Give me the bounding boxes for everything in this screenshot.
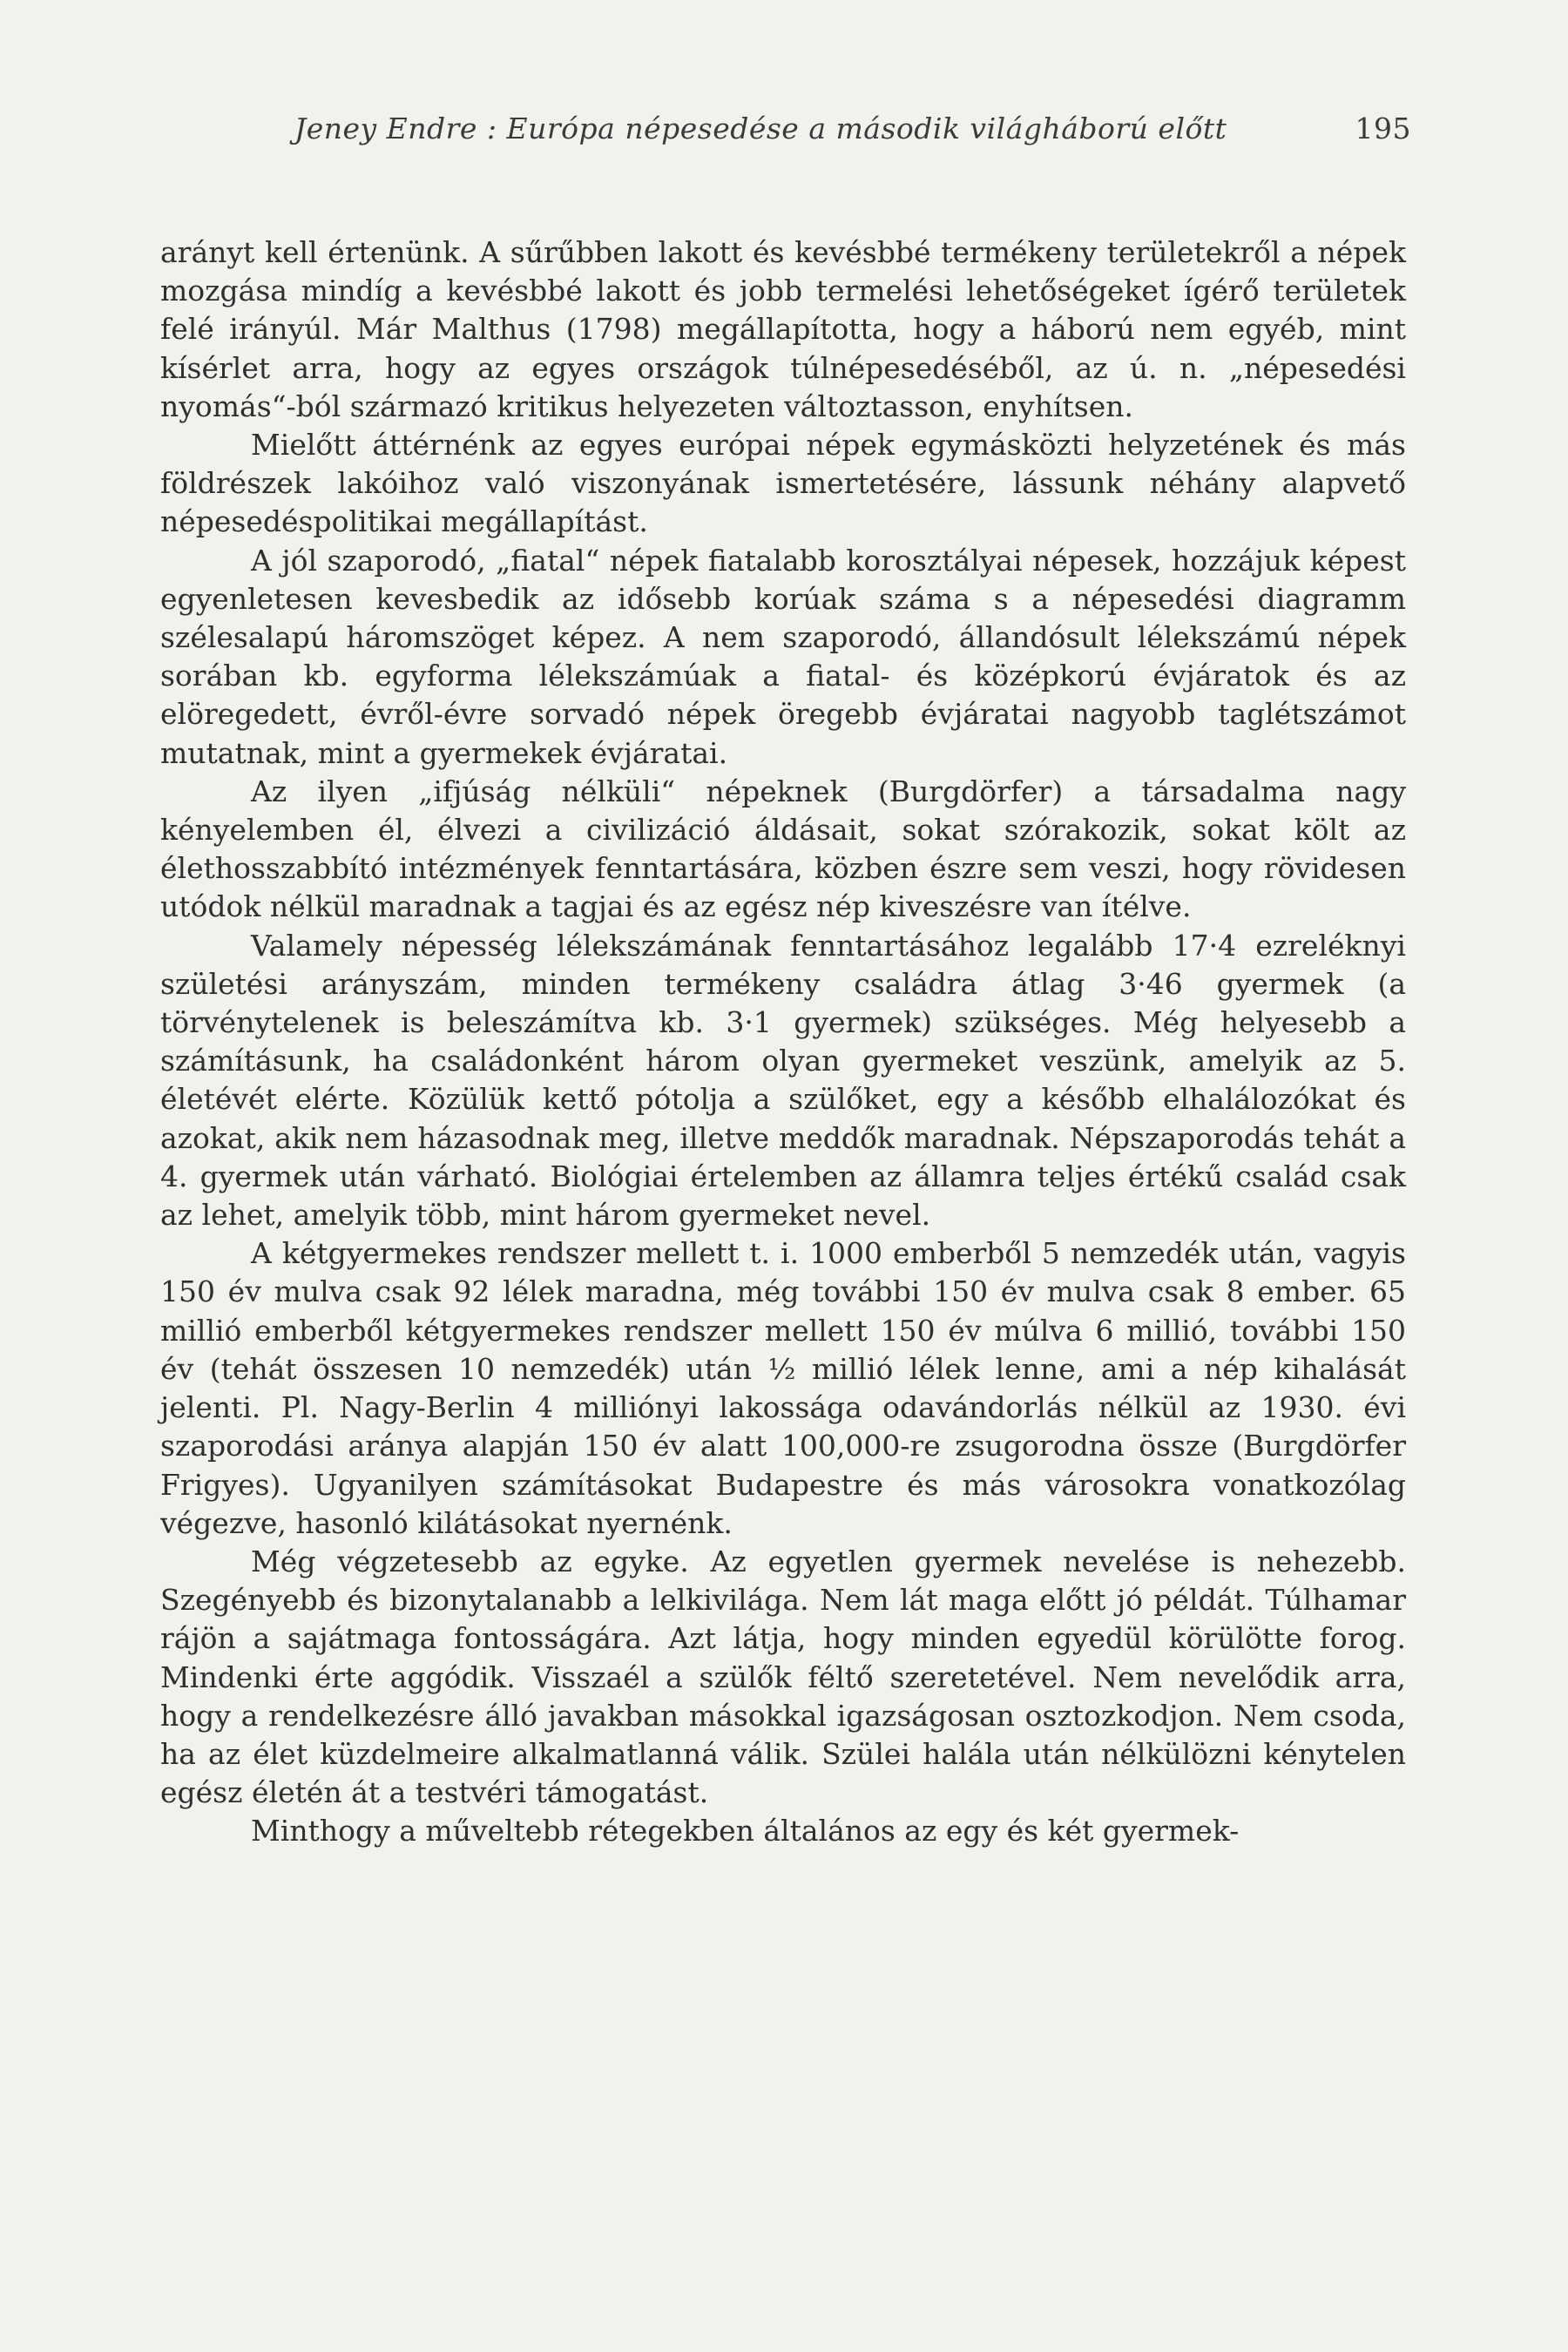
running-title: Jeney Endre : Európa népesedése a második világháború előtt <box>294 112 1227 145</box>
paragraph: Mielőtt áttérnénk az egyes európai népek egymásközti helyzetének és más földrészek lakóihoz való viszonyának ismertetésére, lássunk néhány alapvető népesedéspolitikai megállapítást. <box>160 428 1406 539</box>
body-text <box>160 233 1406 1851</box>
paragraph-continuation: arányt kell értenünk. A sűrűbben lakott és kevésbbé termékeny területekről a népek mozgása mindíg a kevésbbé lakott és jobb termelési lehetőségeket ígérő területek felé irányúl. Már Malthus (1798) megállapította, hogy a háború nem egyéb, mint kísérlet arra, hogy az egyes országok túlnépesedéséből, az ú. n. „népesedési nyomás“-ból származó kritikus helyezeten változtasson, enyhítsen. <box>160 235 1406 423</box>
paragraph: A jól szaporodó, „fiatal“ népek fiatalabb korosztályai népesek, hozzájuk képest egyenletesen kevesbedik az idősebb korúak száma s a népesedési diagramm szélesalapú háromszöget képez. A nem szaporodó, állandósult lélekszámú népek sorában kb. egyforma lélekszámúak a fiatal- és középkorú évjáratok és az elöregedett, évről-évre sorvadó népek öregebb évjáratai nagyobb taglétszámot mutatnak, mint a gyermekek évjáratai. <box>160 543 1406 770</box>
running-head <box>287 112 1411 155</box>
paragraph: Az ilyen „ifjúság nélküli“ népeknek (Burgdörfer) a társadalma nagy kényelemben él, élvezi a civilizáció áldásait, sokat szórakozik, sokat költ az élethosszabbító intézmények fenntartására, közben észre sem veszi, hogy rövidesen utódok nélkül maradnak a tagjai és az egész nép kiveszésre van ítélve. <box>160 774 1406 924</box>
paragraph-final: Minthogy a műveltebb rétegekben általános az egy és két gyermek- <box>251 1814 1240 1848</box>
paragraph: A kétgyermekes rendszer mellett t. i. 1000 emberből 5 nemzedék után, vagyis 150 év mulva csak 92 lélek maradna, még további 150 év mulva csak 8 ember. 65 millió emberből kétgyermekes rendszer mellett 150 év múlva 6 millió, további 150 év (tehát összesen 10 nemzedék) után ½ millió lélek lenne, ami a nép kihalását jelenti. Pl. Nagy-Berlin 4 milliónyi lakossága odavándorlás nélkül az 1930. évi szaporodási aránya alapján 150 év alatt 100,000-re zsugorodna össze (Burgdörfer Frigyes). Ugyanilyen számításokat Budapestre és más városokra vonatkozólag végezve, hasonló kilátásokat nyernénk. <box>160 1236 1406 1540</box>
page-number: 195 <box>1355 112 1411 145</box>
paragraph: Valamely népesség lélekszámának fenntartásához legalább 17·4 ezreléknyi születési arányszám, minden termékeny családra átlag 3·46 gyermek (a törvénytelenek is beleszámítva kb. 3·1 gyermek) szükséges. Még helyesebb a számításunk, ha családonként három olyan gyermeket veszünk, amelyik az 5. életévét elérte. Közülük kettő pótolja a szülőket, egy a később elhalálozókat és azokat, akik nem házasodnak meg, illetve meddők maradnak. Népszaporodás tehát a 4. gyermek után várható. Biológiai értelemben az államra teljes értékű család csak az lehet, amelyik több, mint három gyermeket nevel. <box>160 928 1406 1233</box>
paragraph: Még végzetesebb az egyke. Az egyetlen gyermek nevelése is nehezebb. Szegényebb és bizonytalanabb a lelkivilága. Nem lát maga előtt jó példát. Túlhamar rájön a sajátmaga fontosságára. Azt látja, hogy minden egyedül körülötte forog. Mindenki érte aggódik. Visszaél a szülők féltő szeretetével. Nem nevelődik arra, hogy a rendelkezésre álló javakban másokkal igazságosan osztozkodjon. Nem csoda, ha az élet küzdelmeire alkalmatlanná válik. Szülei halála után nélkülözni kénytelen egész életén át a testvéri támogatást. <box>160 1544 1406 1810</box>
